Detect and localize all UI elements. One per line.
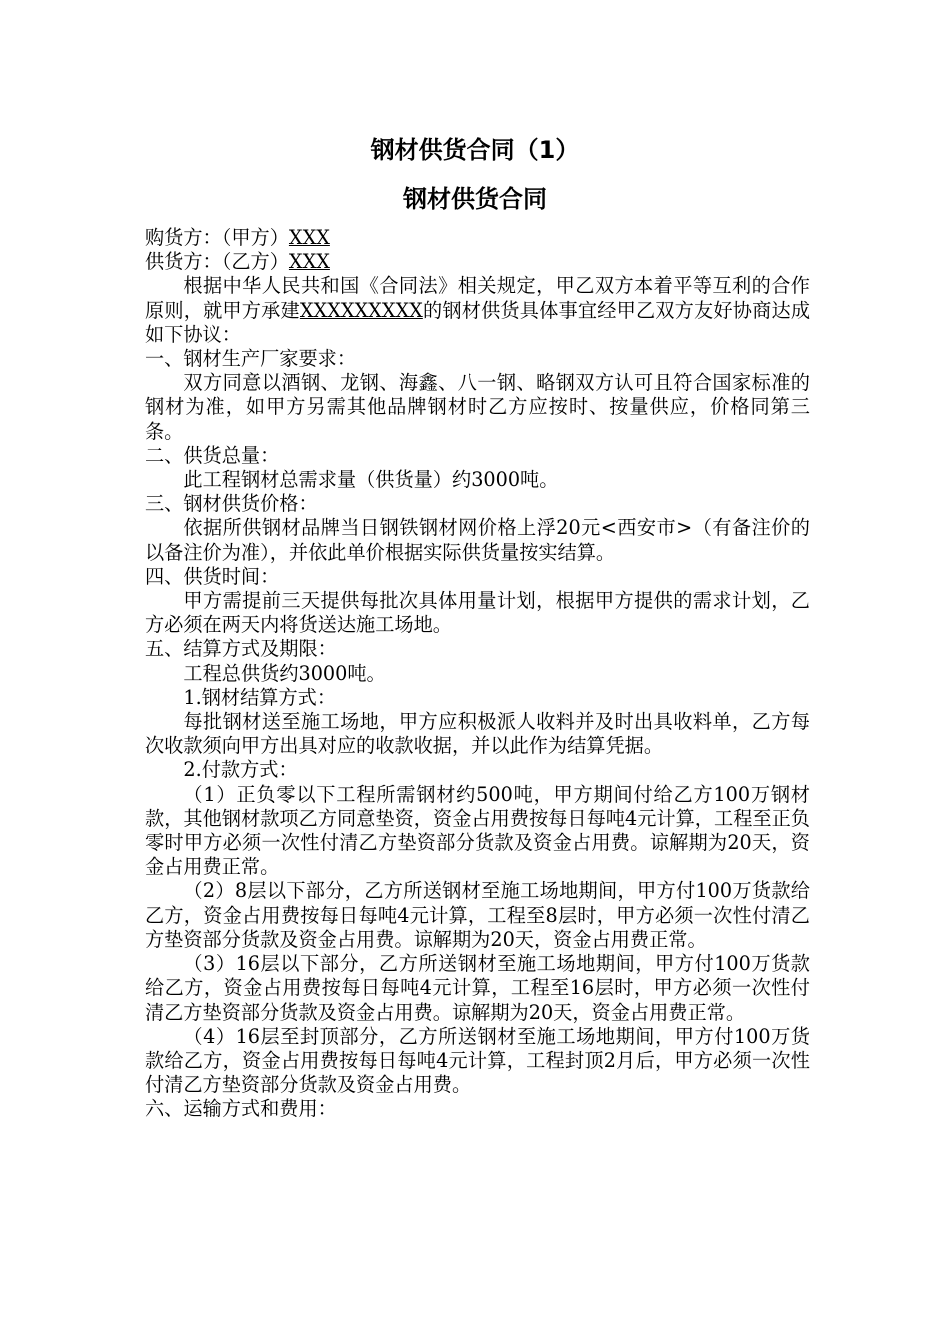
section-3-body: 依据所供钢材品牌当日钢铁钢材网价格上浮20元<西安市>（有备注价的以备注价为准），并依此单价根据实际供货量按实结算。: [145, 516, 810, 564]
intro-before: 根据中华人民共和国《合同法》相关规定，甲乙双方本着平等互利的合作原则，就甲方承建: [145, 274, 810, 322]
section-2-heading: 二、供货总量：: [145, 443, 280, 467]
section-4-heading: 四、供货时间：: [145, 564, 280, 588]
section-5-sub1-heading: 1.钢材结算方式：: [183, 685, 337, 709]
payment-item-4: （4）16层至封顶部分，乙方所送钢材至施工场地期间，甲方付100万货款给乙方，资金占用费按每日每吨4元计算，工程封顶2月后，甲方必须一次性付清乙方垫资部分货款及资金占用费。: [145, 1024, 810, 1097]
section-4-body: 甲方需提前三天提供每批次具体用量计划，根据甲方提供的需求计划，乙方必须在两天内将货送达施工场地。: [145, 589, 810, 637]
payment-item-1: （1）正负零以下工程所需钢材约500吨，甲方期间付给乙方100万钢材款，其他钢材款项乙方同意垫资，资金占用费按每日每吨4元计算，工程至正负零时甲方必须一次性付清乙方垫资部分货款及资金占用费。谅解期为20天，资金占用费正常。: [145, 782, 810, 879]
contract-heading: 钢材供货合同: [403, 185, 547, 213]
buyer-name: XXX: [288, 226, 330, 249]
section-1-body: 双方同意以酒钢、龙钢、海鑫、八一钢、略钢双方认可且符合国家标准的钢材为准，如甲方另需其他品牌钢材时乙方应按时、按量供应，价格同第三条。: [145, 371, 810, 443]
seller-name: XXX: [288, 250, 330, 274]
document-title: 钢材供货合同（1）: [370, 136, 580, 164]
contract-body: [145, 226, 810, 1122]
section-5-sub1-body: 每批钢材送至施工场地，甲方应积极派人收料并及时出具收料单，乙方每次收款须向甲方出具对应的收款收据，并以此作为结算凭据。: [145, 710, 810, 758]
payment-item-2: （2）8层以下部分，乙方所送钢材至施工场地期间，甲方付100万货款给乙方，资金占用费按每日每吨4元计算，工程至8层时，甲方必须一次性付清乙方垫资部分货款及资金占用费。谅解期为20天，资金占用费正常。: [145, 879, 810, 951]
section-3-heading: 三、钢材供货价格：: [145, 492, 318, 516]
section-1-heading: 一、钢材生产厂家要求：: [145, 347, 357, 371]
section-5-total: 工程总供货约3000吨。: [183, 661, 386, 685]
intro-paragraph: [145, 274, 810, 347]
section-2-body: 此工程钢材总需求量（供货量）约3000吨。: [183, 468, 559, 492]
section-5-heading: 五、结算方式及期限：: [145, 637, 337, 661]
seller-line: [145, 250, 810, 274]
seller-label: 供货方：（乙方）: [145, 250, 289, 274]
buyer-line: [145, 226, 810, 250]
section-6-heading: 六、运输方式和费用：: [145, 1097, 337, 1121]
project-name: XXXXXXXXX: [299, 298, 423, 322]
section-5-sub2-heading: 2.付款方式：: [183, 758, 298, 782]
buyer-label: 购货方：（甲方）: [145, 226, 289, 249]
intro-after: 的钢材供货具体事宜经甲乙双方友好协商达成如下协议：: [145, 298, 811, 346]
payment-item-3: （3）16层以下部分，乙方所送钢材至施工场地期间，甲方付100万货款给乙方，资金占用费按每日每吨4元计算，工程至16层时，甲方必须一次性付清乙方垫资部分货款及资金占用费。谅解期为20天，资金占用费正常。: [145, 952, 810, 1024]
